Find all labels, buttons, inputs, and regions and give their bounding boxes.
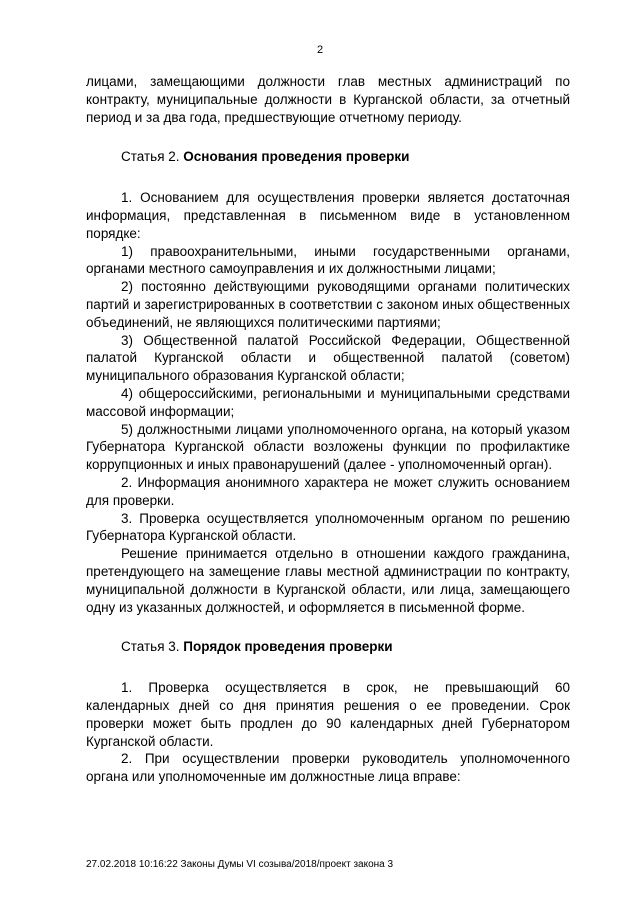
- paragraph-art2-1-item1: 1) правоохранительными, иными государственными органами, органами местного самоуправления и их должностными лицами;: [86, 243, 570, 277]
- page-number: 2: [316, 44, 324, 56]
- document-footer: 27.02.2018 10:16:22 Законы Думы VI созыва/2018/проект закона 3: [86, 859, 394, 870]
- paragraph-art3-2: 2. При осуществлении проверки руководитель уполномоченного органа или уполномоченные им должностные лица вправе:: [86, 751, 570, 785]
- paragraph-continuation: лицами, замещающими должности глав местных администраций по контракту, муниципальные должности в Курганской области, за отчетный период и за два года, предшествующие отчетному периоду.: [86, 74, 570, 125]
- paragraph-art2-1-item4: 4) общероссийскими, региональными и муниципальными средствами массовой информации;: [86, 385, 570, 419]
- paragraph-art2-3: 3. Проверка осуществляется уполномоченным органом по решению Губернатора Курганской области.: [86, 510, 570, 544]
- paragraph-art2-decision: Решение принимается отдельно в отношении каждого гражданина, претендующего на замещение главы местной администрации по контракту, муниципальной должности в Курганской области, или лица, замещающего одну из указанных должностей, и оформляется в письменной форме.: [86, 546, 570, 615]
- document-body: [86, 73, 570, 786]
- paragraph-art2-1: 1. Основанием для осуществления проверки является достаточная информация, представленная в письменном виде в установленном порядке:: [86, 190, 570, 241]
- paragraph-art2-2: 2. Информация анонимного характера не может служить основанием для проверки.: [86, 474, 570, 508]
- article-2-title: Основания проведения проверки: [183, 149, 410, 165]
- article-3-number: Статья 3.: [121, 639, 180, 655]
- article-3-heading: [86, 638, 570, 656]
- article-2-number: Статья 2.: [121, 149, 180, 165]
- paragraph-art2-1-item5: 5) должностными лицами уполномоченного органа, на который указом Губернатора Курганской области возложены функции по профилактике коррупционных и иных правонарушений (далее - уполномоченный орган).: [86, 421, 570, 473]
- article-3-title: Порядок проведения проверки: [183, 639, 393, 655]
- paragraph-art3-1: 1. Проверка осуществляется в срок, не превышающий 60 календарных дней со дня принятия решения о ее проведении. Срок проверки может быть продлен до 90 календарных дней Губернатором Курганской области.: [86, 680, 570, 749]
- article-2-heading: [86, 148, 570, 166]
- paragraph-art2-1-item3: 3) Общественной палатой Российской Федерации, Общественной палатой Курганской области и общественной палатой (советом) муниципального образования Курганской области;: [86, 332, 570, 384]
- paragraph-art2-1-item2: 2) постоянно действующими руководящими органами политических партий и зарегистрированных в соответствии с законом иных общественных объединений, не являющихся политическими партиями;: [86, 279, 570, 330]
